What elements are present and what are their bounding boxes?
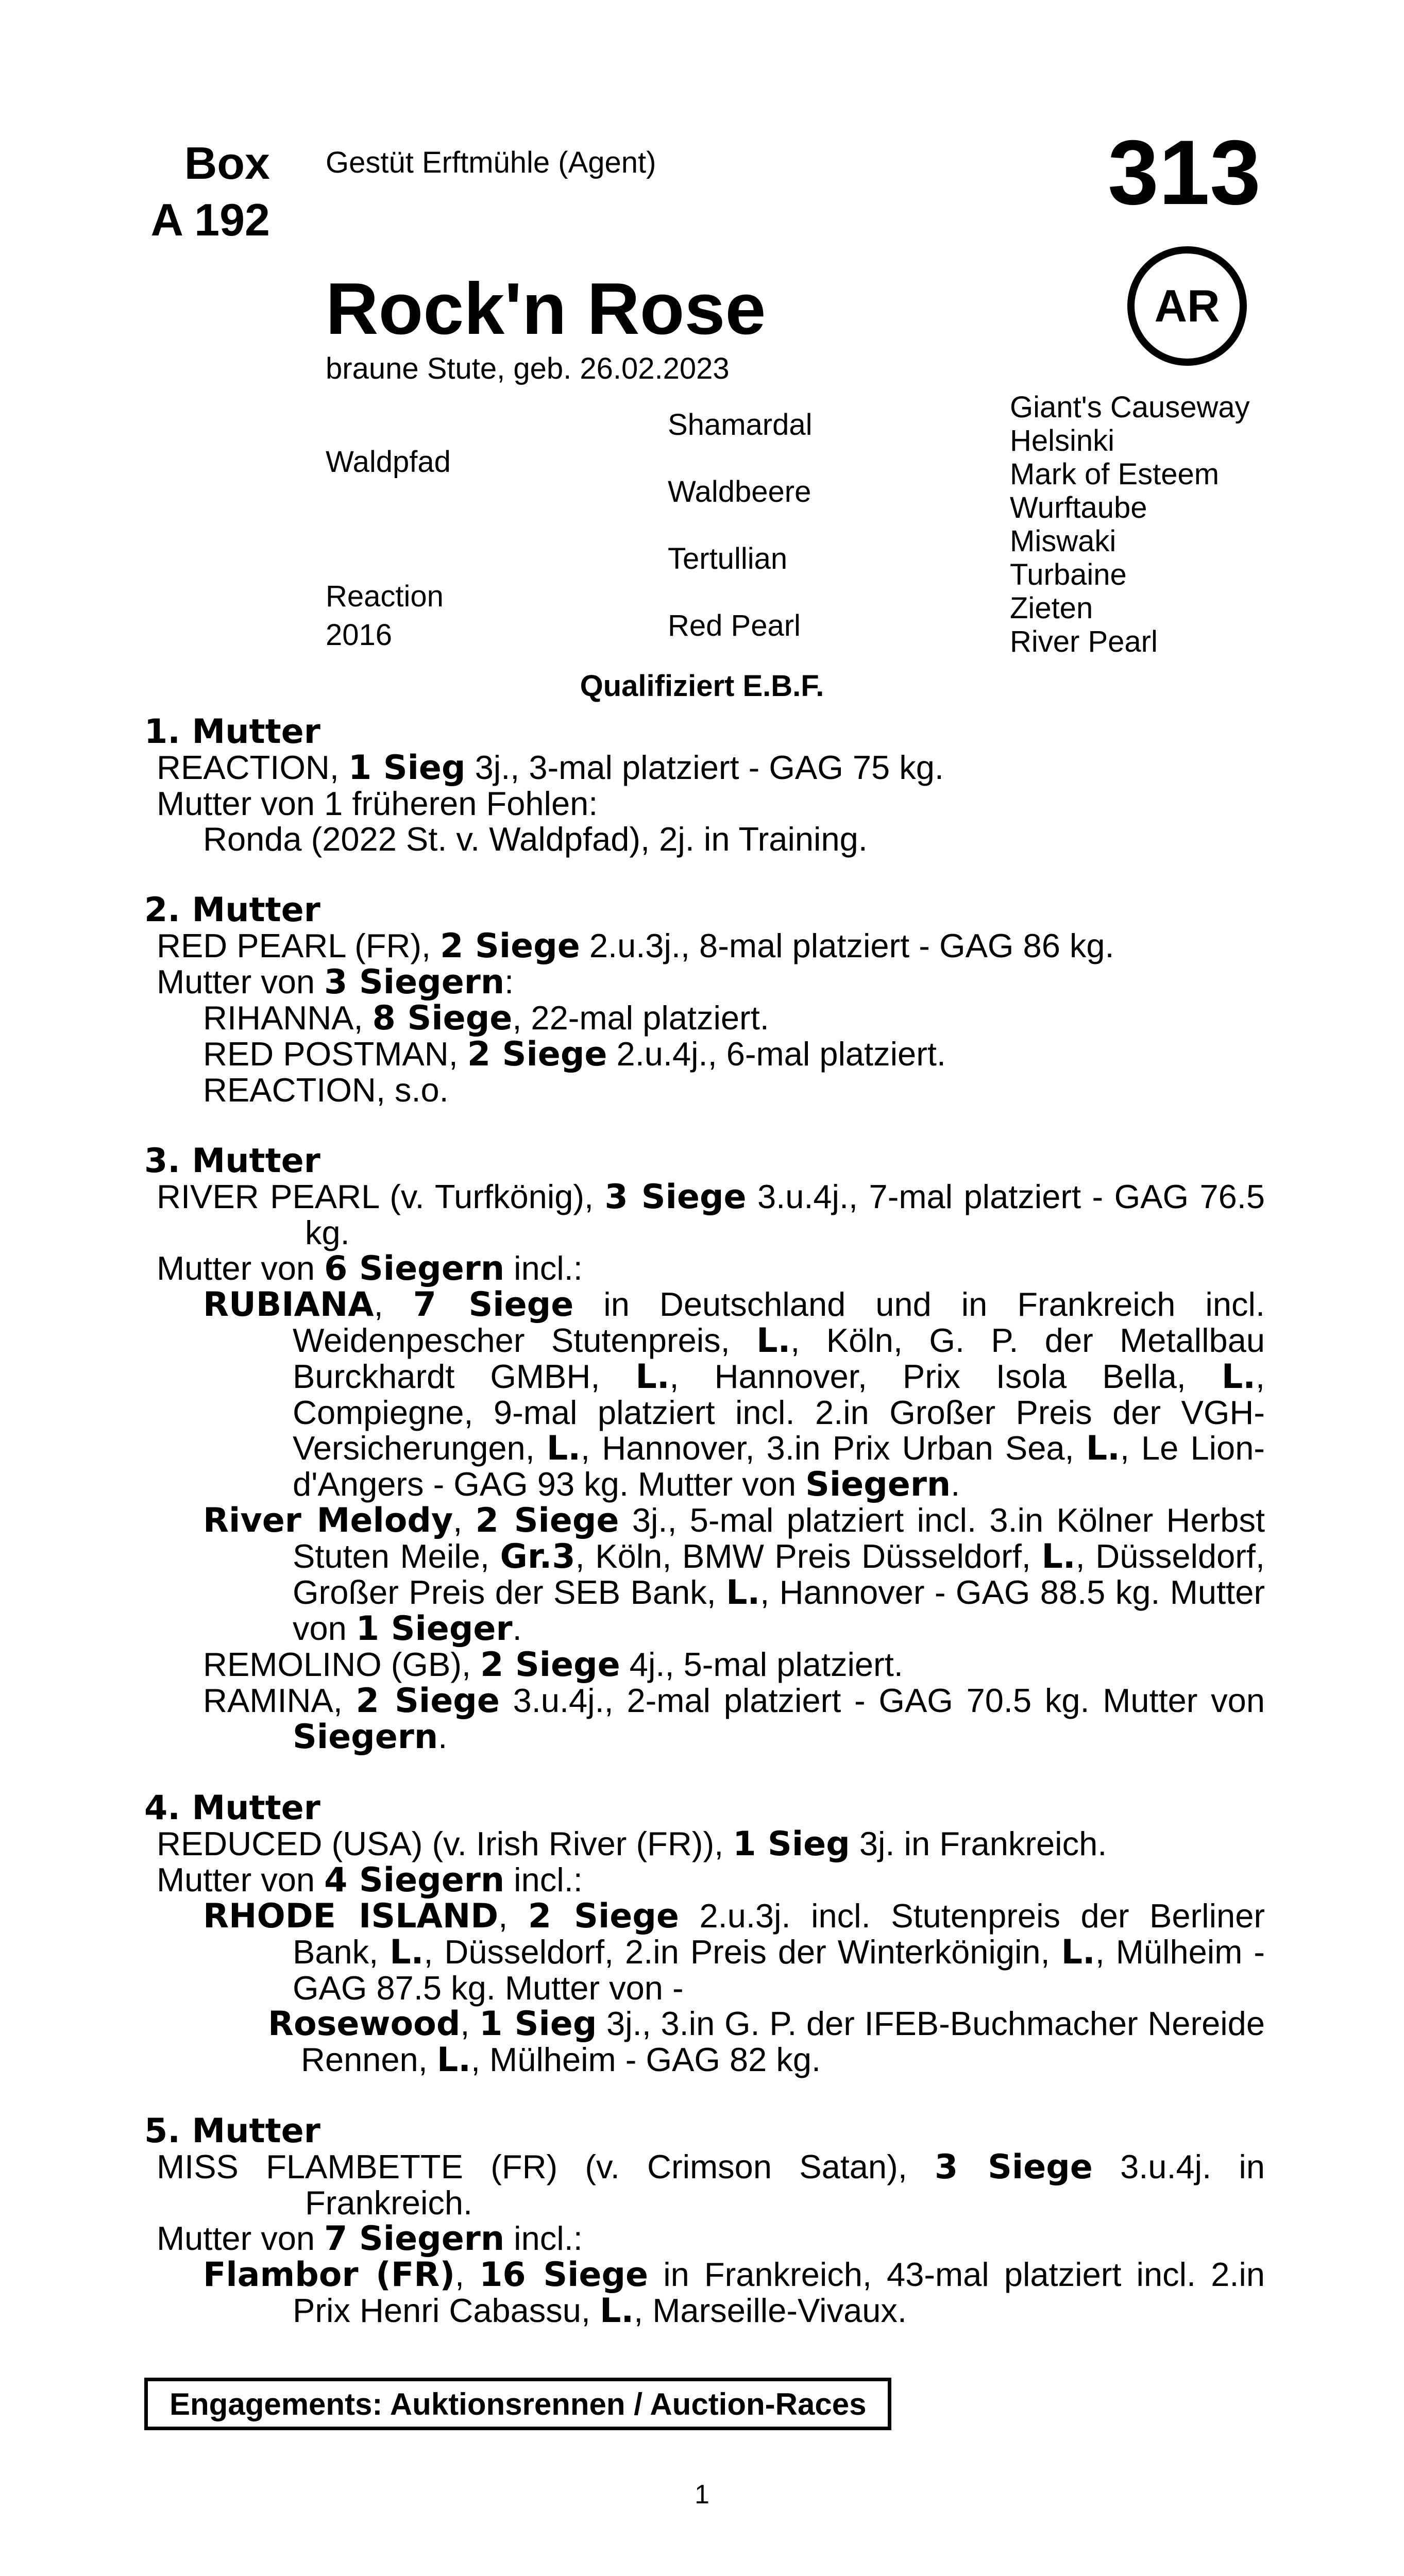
pedigree-great-grandparent: Zieten <box>1010 591 1093 625</box>
lot-number: 313 <box>1108 121 1261 224</box>
consignor: Gestüt Erftmühle (Agent) <box>326 146 656 179</box>
pedigree-great-grandparent: River Pearl <box>1010 625 1158 658</box>
qualification: Qualifiziert E.B.F. <box>580 669 824 703</box>
pedigree-great-grandparent: Wurftaube <box>1010 491 1147 524</box>
pedigree-grandparent: Red Pearl <box>668 609 801 642</box>
produce-entry: RIHANNA, 8 Siege, 22-mal platziert. <box>203 999 769 1038</box>
produce-summary: Mutter von 3 Siegern: <box>157 963 514 1002</box>
section-heading-4: 4. Mutter <box>144 1789 320 1827</box>
ar-badge-label: AR <box>1154 280 1220 331</box>
produce-entry: REACTION, s.o. <box>203 1071 449 1109</box>
pedigree-great-grandparent: Giant's Causeway <box>1010 391 1250 424</box>
box-number <box>144 135 270 248</box>
pedigree-great-grandparent: Mark of Esteem <box>1010 457 1220 491</box>
pedigree-great-grandparent: Miswaki <box>1010 524 1117 558</box>
produce-entry: RUBIANA, 7 Siege in Deutschland und in Frankreich incl. Weidenpescher Stutenpreis, L., Köln, G. P. der Metallbau Burckhardt GMBH, L., Hannover, Prix Isola Bella, L., Compiegne, 9-mal platziert incl. 2.in Großer Preis der VGH-Versicherungen, L., Hannover, 3.in Prix Urban Sea, L., Le Lion-d'Angers - GAG 93 kg. Mutter von Siegern. <box>203 1285 1265 1504</box>
section-heading-1: 1. Mutter <box>144 713 320 751</box>
dam-record: RED PEARL (FR), 2 Siege 2.u.3j., 8-mal platziert - GAG 86 kg. <box>157 927 1114 965</box>
box-value: A 192 <box>150 194 270 245</box>
pedigree-grandparent: Shamardal <box>668 408 813 442</box>
produce-entry: River Melody, 2 Siege 3j., 5-mal platziert incl. 3.in Kölner Herbst Stuten Meile, Gr.3, Köln, BMW Preis Düsseldorf, L., Düsseldorf, Großer Preis der SEB Bank, L., Hannover - GAG 88.5 kg. Mutter von 1 Sieger. <box>203 1501 1265 1648</box>
section-heading-5: 5. Mutter <box>144 2112 320 2150</box>
produce-entry: Flambor (FR), 16 Siege in Frankreich, 43-mal platziert incl. 2.in Prix Henri Cabassu, L., Marseille-Vivaux. <box>203 2256 1265 2330</box>
pedigree-great-grandparent: Helsinki <box>1010 424 1115 457</box>
pedigree-grandparent: Waldbeere <box>668 475 811 509</box>
pedigree-great-grandparents <box>1010 391 1250 658</box>
ar-badge <box>1127 246 1247 366</box>
engagements-box <box>144 2378 891 2430</box>
box-label: Box <box>184 138 270 189</box>
produce-entry: RED POSTMAN, 2 Siege 2.u.4j., 6-mal platziert. <box>203 1035 946 1074</box>
pedigree-dam-year: 2016 <box>326 618 393 652</box>
dam-record: REACTION, 1 Sieg 3j., 3-mal platziert - GAG 75 kg. <box>157 749 944 787</box>
horse-description: braune Stute, geb. 26.02.2023 <box>326 352 730 385</box>
produce-entry: Ronda (2022 St. v. Waldpfad), 2j. in Training. <box>203 820 868 858</box>
produce-summary: Mutter von 4 Siegern incl.: <box>157 1861 583 1900</box>
produce-summary: Mutter von 1 früheren Fohlen: <box>157 785 598 822</box>
section-heading-3: 3. Mutter <box>144 1142 320 1180</box>
produce-entry: RHODE ISLAND, 2 Siege 2.u.3j. incl. Stutenpreis der Berliner Bank, L., Düsseldorf, 2.in Preis der Winterkönigin, L., Mülheim - GAG 87.5 kg. Mutter von - <box>203 1897 1265 2007</box>
produce-summary: Mutter von 6 Siegern incl.: <box>157 1249 583 1288</box>
pedigree-sire: Waldpfad <box>326 445 451 479</box>
dam-record: REDUCED (USA) (v. Irish River (FR)), 1 Sieg 3j. in Frankreich. <box>157 1825 1107 1863</box>
dam-line <box>144 714 1265 2329</box>
section-heading-2: 2. Mutter <box>144 891 320 929</box>
pedigree-great-grandparent: Turbaine <box>1010 558 1127 591</box>
dam-record: RIVER PEARL (v. Turfkönig), 3 Siege 3.u.4j., 7-mal platziert - GAG 76.5 kg. <box>157 1178 1265 1251</box>
horse-name: Rock'n Rose <box>326 268 766 350</box>
produce-entry: REMOLINO (GB), 2 Siege 4j., 5-mal platziert. <box>203 1646 903 1684</box>
produce-entry: Rosewood, 1 Sieg 3j., 3.in G. P. der IFEB-Buchmacher Nereide Rennen, L., Mülheim - GAG 82 kg. <box>268 2005 1265 2079</box>
produce-entry: RAMINA, 2 Siege 3.u.4j., 2-mal platziert - GAG 70.5 kg. Mutter von Siegern. <box>203 1682 1265 1756</box>
engagements-label: Engagements: Auktionsrennen / Auction-Races <box>170 2386 867 2421</box>
produce-summary: Mutter von 7 Siegern incl.: <box>157 2219 583 2258</box>
pedigree-grandparent: Tertullian <box>668 542 788 575</box>
dam-record: MISS FLAMBETTE (FR) (v. Crimson Satan), 3 Siege 3.u.4j. in Frankreich. <box>157 2148 1265 2222</box>
pedigree-dam: Reaction <box>326 580 444 613</box>
page-number: 1 <box>695 2480 709 2510</box>
